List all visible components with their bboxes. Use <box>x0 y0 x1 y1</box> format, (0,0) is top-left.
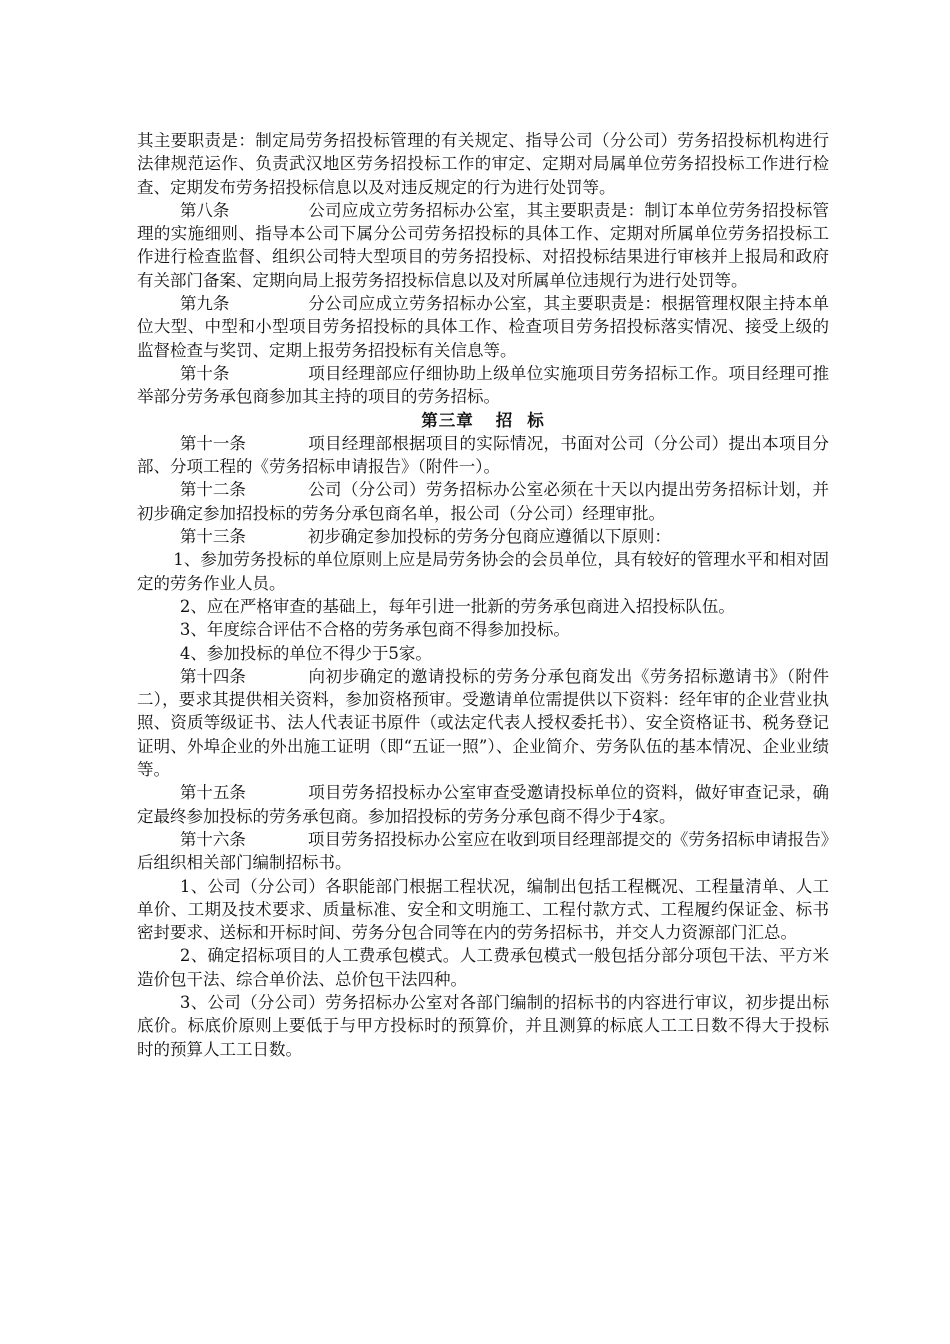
chapter-heading <box>137 409 829 432</box>
article-text: 向初步确定的邀请投标的劳务分承包商发出《劳务招标邀请书》（附件二），要求其提供相关资料，参加资格预审。受邀请单位需提供以下资料：经年审的企业营业执照、资质等级证书、法人代表证书原件（或法定代表人授权委托书）、安全资格证书、税务登记证明、外埠企业的外出施工证明（即“五证一照”）、企业简介、劳务队伍的基本情况、企业业绩等。 <box>137 666 829 780</box>
article-15 <box>137 781 829 828</box>
article-label: 第十六条 <box>179 829 246 849</box>
article-label: 第十三条 <box>179 527 246 547</box>
intro-paragraph: 其主要职责是：制定局劳务招投标管理的有关规定、指导公司（分公司）劳务招投标机构进行法律规范运作、负责武汉地区劳务招投标工作的审定、定期对局属单位劳务招投标工作进行检查、定期发布劳务招投标信息以及对违反规定的行为进行处罚等。 <box>137 131 829 197</box>
article-14 <box>137 665 829 781</box>
chapter-title-char-1: 招 <box>495 410 514 430</box>
list-item: 3、年度综合评估不合格的劳务承包商不得参加投标。 <box>179 620 570 640</box>
article-label: 第十五条 <box>179 783 246 803</box>
list-item: 3、公司（分公司）劳务招标办公室对各部门编制的招标书的内容进行审议，初步提出标底价。标底价原则上要低于与甲方投标时的预算价，并且测算的标底人工工日数不得大于投标时的预算人工工日数。 <box>137 992 829 1059</box>
list-item: 2、确定招标项目的人工费承包模式。人工费承包模式一般包括分部分项包干法、平方米造价包干法、综合单价法、总价包干法四种。 <box>137 946 829 989</box>
article-16 <box>137 828 829 875</box>
article-9 <box>137 292 829 362</box>
article-13 <box>137 525 829 548</box>
article-text: 项目经理部根据项目的实际情况，书面对公司（分公司）提出本项目分部、分项工程的《劳务招标申请报告》（附件一）。 <box>137 433 829 477</box>
article-text: 项目经理部应仔细协助上级单位实施项目劳务招标工作。项目经理可推举部分劳务承包商参加其主持的项目的劳务招标。 <box>137 363 829 407</box>
chapter-title-char-2: 标 <box>527 410 545 430</box>
article-8 <box>137 199 829 292</box>
list-item: 4、参加投标的单位不得少于5家。 <box>179 643 432 663</box>
chapter-number: 第三章 <box>421 410 474 430</box>
article-12 <box>137 478 829 525</box>
article-label: 第十条 <box>179 363 230 383</box>
list-item: 2、应在严格审查的基础上，每年引进一批新的劳务承包商进入招投标队伍。 <box>179 596 735 616</box>
article-text: 分公司应成立劳务招标办公室，其主要职责是：根据管理权限主持本单位大型、中型和小型项目劳务招投标的具体工作、检查项目劳务招投标落实情况、接受上级的监督检查与奖罚、定期上报劳务招投标有关信息等。 <box>137 294 829 360</box>
article-text: 初步确定参加投标的劳务分包商应遵循以下原则： <box>307 527 671 547</box>
document-page <box>137 129 829 1061</box>
article-label: 第九条 <box>179 294 230 314</box>
article-label: 第八条 <box>179 200 230 220</box>
list-item: 1、公司（分公司）各职能部门根据工程状况，编制出包括工程概况、工程量清单、人工单价、工期及技术要求、质量标准、安全和文明施工、工程付款方式、工程履约保证金、标书密封要求、送标和开标时间、劳务分包合同等在内的劳务招标书，并交人力资源部门汇总。 <box>137 876 829 943</box>
article-11 <box>137 432 829 479</box>
article-label: 第十一条 <box>179 433 246 453</box>
article-label: 第十二条 <box>179 480 246 500</box>
article-text: 公司应成立劳务招标办公室，其主要职责是：制订本单位劳务招投标管理的实施细则、指导本公司下属分公司劳务招投标的具体工作、定期对所属单位劳务招投标工作进行检查监督、组织公司特大型项目的劳务招投标、对招投标结果进行审核并上报局和政府有关部门备案、定期向局上报劳务招投标信息以及对所属单位违规行为进行处罚等。 <box>137 200 829 290</box>
article-text: 项目劳务招投标办公室审查受邀请投标单位的资料，做好审查记录，确定最终参加投标的劳务承包商。参加招投标的劳务分承包商不得少于4家。 <box>137 783 829 826</box>
list-item: 1、参加劳务投标的单位原则上应是局劳务协会的会员单位，具有较好的管理水平和相对固定的劳务作业人员。 <box>137 550 829 593</box>
article-label: 第十四条 <box>179 666 246 686</box>
article-text: 公司（分公司）劳务招标办公室必须在十天以内提出劳务招标计划，并初步确定参加招投标的劳务分承包商名单，报公司（分公司）经理审批。 <box>137 480 829 523</box>
article-10 <box>137 362 829 409</box>
article-text: 项目劳务招投标办公室应在收到项目经理部提交的《劳务招标申请报告》后组织相关部门编制招标书。 <box>137 829 829 873</box>
